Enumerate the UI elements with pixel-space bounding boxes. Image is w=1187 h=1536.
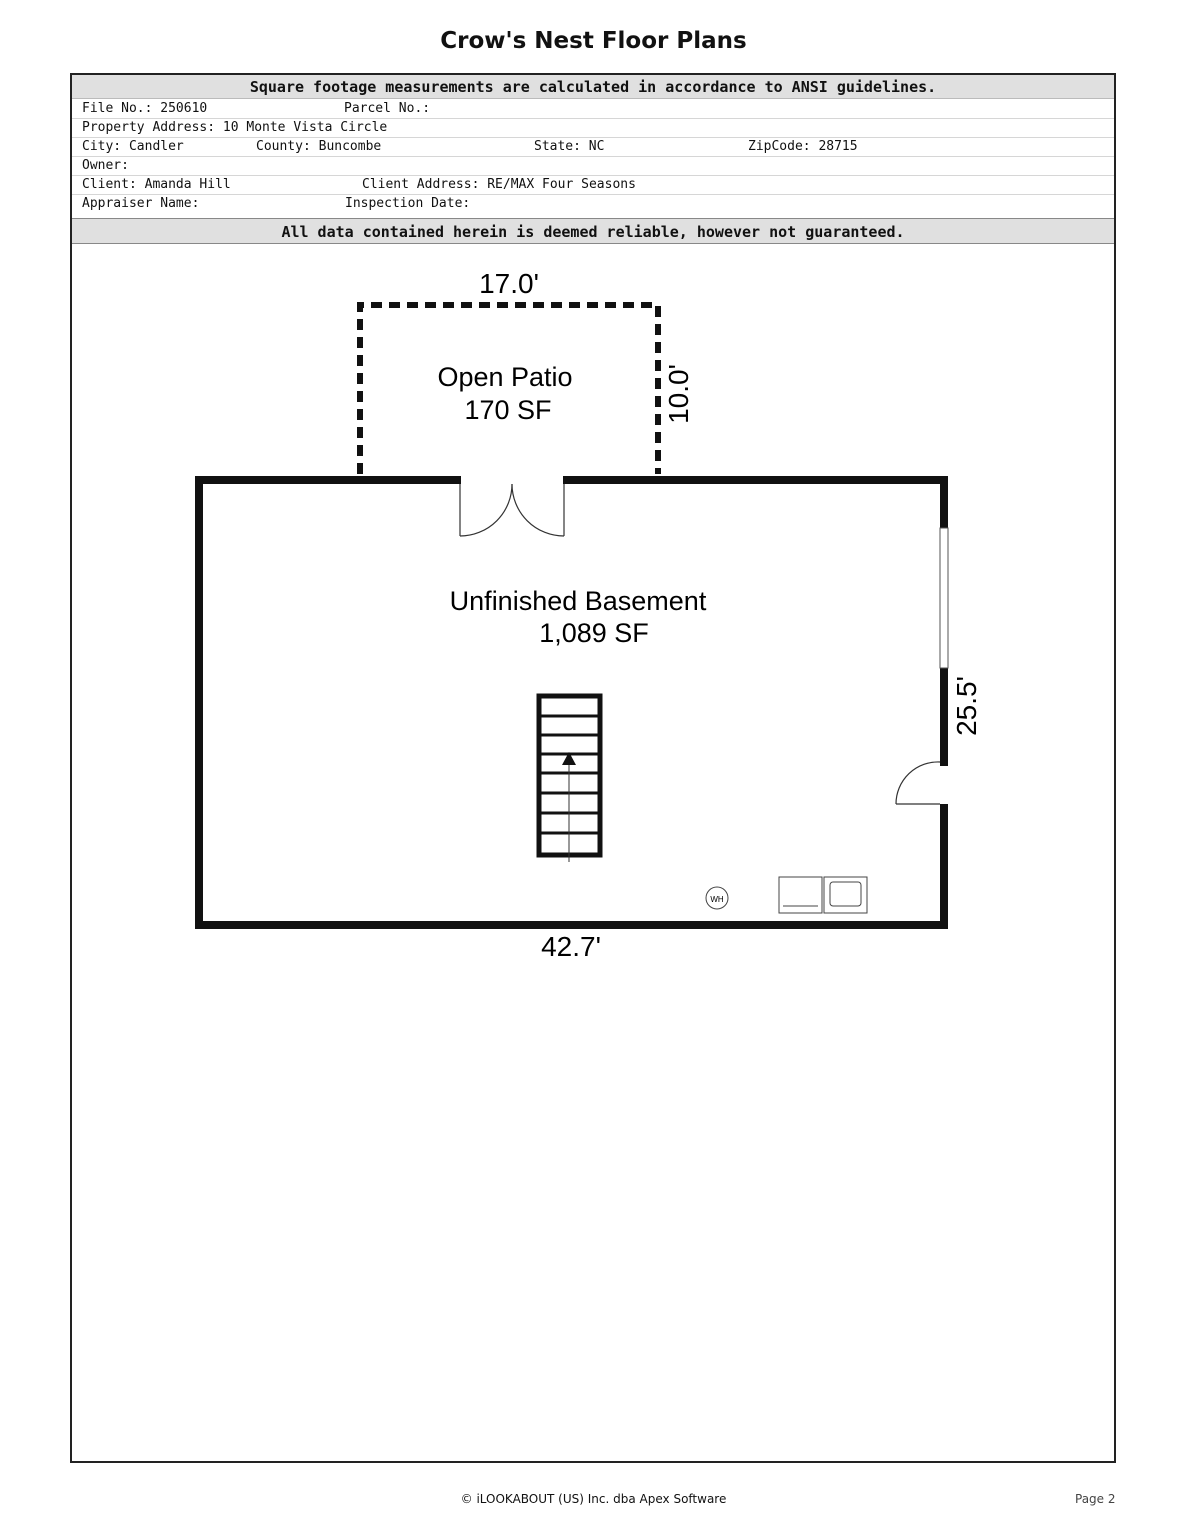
state-field: State: NC [534,139,605,154]
water-heater-label: WH [710,895,724,904]
window [940,528,948,668]
patio-width-label: 17.0' [479,268,539,299]
copyright-footer: © iLOOKABOUT (US) Inc. dba Apex Software [460,1492,727,1506]
reliability-disclaimer: All data contained herein is deemed reliable, however not guaranteed. [72,218,1114,244]
page-number: Page 2 [1075,1492,1116,1506]
client-field: Client: Amanda Hill [82,177,231,192]
basement-depth-label: 25.5' [951,676,982,736]
parcel-no-field: Parcel No.: [344,101,431,116]
patio-double-door [460,484,564,536]
appraiser-name-field: Appraiser Name: [82,196,200,211]
basement-name: Unfinished Basement [449,586,707,616]
stairs [539,696,600,862]
patio-depth-label: 10.0' [663,364,694,424]
exterior-door [896,762,940,804]
owner-field: Owner: [82,158,129,173]
ansi-notice: Square footage measurements are calculated in accordance to ANSI guidelines. [72,75,1114,99]
zipcode-field: ZipCode: 28715 [748,139,858,154]
basement-area: 1,089 SF [539,618,649,648]
basement-width-label: 42.7' [541,931,601,962]
property-address-field: Property Address: 10 Monte Vista Circle [82,120,388,135]
file-no-field: File No.: 250610 [82,101,208,116]
basement-walls [199,480,944,925]
page-title: Crow's Nest Floor Plans [440,28,747,54]
client-address-field: Client Address: RE/MAX Four Seasons [362,177,636,192]
county-field: County: Buncombe [256,139,382,154]
city-field: City: Candler [82,139,184,154]
patio-name: Open Patio [437,362,573,392]
patio-area: 170 SF [464,395,552,425]
inspection-date-field: Inspection Date: [345,196,471,211]
washer-dryer-icon [779,877,867,913]
